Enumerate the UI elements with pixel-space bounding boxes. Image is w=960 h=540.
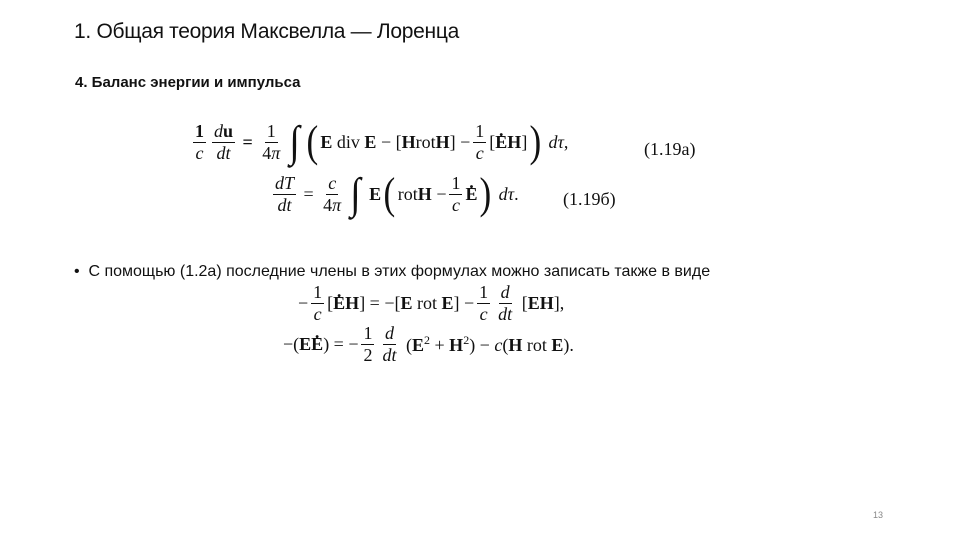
equation-1-19b: $\frac{dT}{dt}$ = $\frac{c}{4\pi}$ ∫ E ( rotH − $\frac{1}{c}$ . E ) d τ . <box>270 172 519 216</box>
equation-number-1-19a: (1.19a) <box>644 139 696 159</box>
equation-1-19a: $\frac{1}{c}$ $\frac{du}{dt}$ = $\frac{1}{4\pi}$ ∫ ( E div E − [HrotH] − $\frac{1}{c}$ [. EH] ) d τ , <box>190 120 568 164</box>
bullet-text <box>74 263 710 281</box>
equation-number-1-19b: (1.19б) <box>563 189 616 209</box>
slide-title: 1. Общая теория Максвелла — Лоренца <box>74 20 459 43</box>
page-number: 13 <box>873 510 884 520</box>
equation-4: −(E. E) = − $\frac{1}{2}$ $\frac{d}{dt}$ $(E^2 + H^2) - c(H$ rot E). <box>283 324 574 365</box>
bullet-icon: • <box>74 263 80 280</box>
equation-3: − $\frac{1}{c}$ [. EH] = −[E rot E] − $\frac{1}{c}$ $\frac{d}{dt}$ [EH], <box>298 283 564 324</box>
bullet-content: С помощью (1.2a) последние члены в этих формулах можно записать также в виде <box>88 263 711 280</box>
section-heading: 4. Баланс энергии и импульса <box>75 74 301 91</box>
